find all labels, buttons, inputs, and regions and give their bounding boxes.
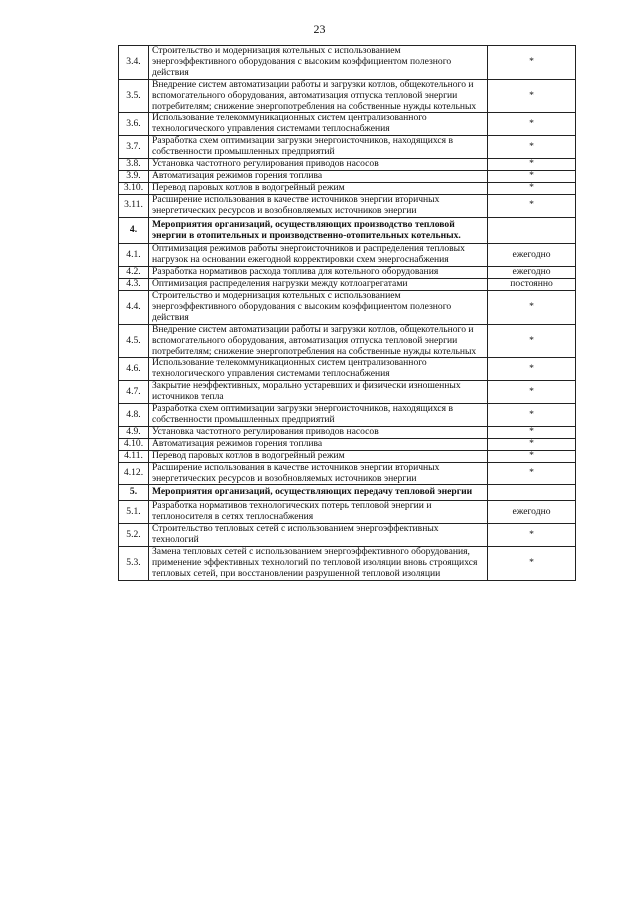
row-note: постоянно <box>488 279 576 291</box>
section-row <box>119 485 576 501</box>
row-note: * <box>488 194 576 217</box>
row-number: 4.5. <box>119 324 149 358</box>
table-row <box>119 279 576 291</box>
row-text: Мероприятия организаций, осуществляющих передачу тепловой энергии <box>149 485 488 501</box>
table-row <box>119 267 576 279</box>
row-text: Разработка нормативов расхода топлива для котельного оборудования <box>149 267 488 279</box>
row-note: * <box>488 182 576 194</box>
row-number: 4.9. <box>119 426 149 438</box>
row-text: Разработка схем оптимизации загрузки энергоисточников, находящихся в собственности промышленных предприятий <box>149 404 488 427</box>
row-note: * <box>488 291 576 325</box>
table-row <box>119 291 576 325</box>
row-number: 3.11. <box>119 194 149 217</box>
row-note: ежегодно <box>488 244 576 267</box>
row-number: 4.11. <box>119 450 149 462</box>
table-row <box>119 79 576 113</box>
row-note: * <box>488 46 576 80</box>
row-note: * <box>488 381 576 404</box>
table-row <box>119 426 576 438</box>
row-text: Оптимизация режимов работы энергоисточников и распределения тепловых нагрузок на основании ежегодной корректировки схем энергоснабжения <box>149 244 488 267</box>
row-number: 5. <box>119 485 149 501</box>
row-note: * <box>488 170 576 182</box>
row-note <box>488 485 576 501</box>
section-row <box>119 217 576 244</box>
row-note: * <box>488 462 576 485</box>
row-note: ежегодно <box>488 501 576 524</box>
table-row <box>119 524 576 547</box>
row-text: Установка частотного регулирования приводов насосов <box>149 426 488 438</box>
table-row <box>119 438 576 450</box>
table-row <box>119 244 576 267</box>
table-row <box>119 404 576 427</box>
table-row <box>119 462 576 485</box>
row-text: Мероприятия организаций, осуществляющих производство тепловой энергии в отопительных и производственно-отопительных котельных. <box>149 217 488 244</box>
row-text: Использование телекоммуникационных систем централизованного технологического управления системами теплоснабжения <box>149 358 488 381</box>
row-text: Автоматизация режимов горения топлива <box>149 438 488 450</box>
row-text: Строительство тепловых сетей с использованием энергоэффективных технологий <box>149 524 488 547</box>
row-number: 3.4. <box>119 46 149 80</box>
row-text: Перевод паровых котлов в водогрейный режим <box>149 182 488 194</box>
row-text: Использование телекоммуникационных систем централизованного технологического управления системами теплоснабжения <box>149 113 488 136</box>
table-row <box>119 182 576 194</box>
row-number: 4.8. <box>119 404 149 427</box>
row-text: Разработка нормативов технологических потерь тепловой энергии и теплоносителя в сетях теплоснабжения <box>149 501 488 524</box>
row-text: Автоматизация режимов горения топлива <box>149 170 488 182</box>
row-number: 3.9. <box>119 170 149 182</box>
row-text: Оптимизация распределения нагрузки между котлоагрегатами <box>149 279 488 291</box>
row-number: 3.5. <box>119 79 149 113</box>
row-text: Внедрение систем автоматизации работы и загрузки котлов, общекотельного и вспомогательного оборудования, автоматизация отпуска тепловой энергии потребителям; снижение энергопотребления на собственные нужды котельных <box>149 79 488 113</box>
table-row <box>119 501 576 524</box>
measures-table-body <box>119 46 576 581</box>
row-text: Расширение использования в качестве источников энергии вторичных энергетических ресурсов и возобновляемых источников энергии <box>149 194 488 217</box>
table-row <box>119 194 576 217</box>
row-number: 5.3. <box>119 546 149 580</box>
row-note: * <box>488 358 576 381</box>
row-number: 3.6. <box>119 113 149 136</box>
row-note: * <box>488 136 576 159</box>
row-number: 5.1. <box>119 501 149 524</box>
row-number: 3.7. <box>119 136 149 159</box>
table-row <box>119 450 576 462</box>
row-note: * <box>488 450 576 462</box>
row-note: * <box>488 324 576 358</box>
table-row <box>119 358 576 381</box>
row-text: Расширение использования в качестве источников энергии вторичных энергетических ресурсов и возобновляемых источников энергии <box>149 462 488 485</box>
table-row <box>119 136 576 159</box>
row-number: 3.8. <box>119 159 149 171</box>
row-number: 4.6. <box>119 358 149 381</box>
table-row <box>119 159 576 171</box>
row-text: Строительство и модернизация котельных с использованием энергоэффективного оборудования с высоким коэффициентом полезного действия <box>149 291 488 325</box>
row-note: * <box>488 546 576 580</box>
row-note: * <box>488 524 576 547</box>
row-number: 4. <box>119 217 149 244</box>
row-note: * <box>488 426 576 438</box>
row-number: 4.1. <box>119 244 149 267</box>
table-row <box>119 546 576 580</box>
row-text: Замена тепловых сетей с использованием энергоэффективного оборудования, применение эффективных технологий по тепловой изоляции вновь строящихся тепловых сетей, при восстановлении разрушенной тепловой изоляции <box>149 546 488 580</box>
row-note: * <box>488 404 576 427</box>
row-text: Внедрение систем автоматизации работы и загрузки котлов, общекотельного и вспомогательного оборудования, автоматизация отпуска тепловой энергии потребителям; снижение энергопотребления на собственные нужды котельных <box>149 324 488 358</box>
row-number: 4.2. <box>119 267 149 279</box>
row-text: Перевод паровых котлов в водогрейный режим <box>149 450 488 462</box>
measures-table <box>118 45 576 581</box>
table-row <box>119 324 576 358</box>
row-text: Строительство и модернизация котельных с использованием энергоэффективного оборудования с высоким коэффициентом полезного действия <box>149 46 488 80</box>
row-note: ежегодно <box>488 267 576 279</box>
row-note: * <box>488 159 576 171</box>
table-row <box>119 170 576 182</box>
row-note <box>488 217 576 244</box>
row-text: Установка частотного регулирования приводов насосов <box>149 159 488 171</box>
row-number: 3.10. <box>119 182 149 194</box>
row-note: * <box>488 438 576 450</box>
row-number: 4.4. <box>119 291 149 325</box>
row-number: 4.12. <box>119 462 149 485</box>
row-number: 4.3. <box>119 279 149 291</box>
row-note: * <box>488 113 576 136</box>
row-number: 4.7. <box>119 381 149 404</box>
row-text: Разработка схем оптимизации загрузки энергоисточников, находящихся в собственности промышленных предприятий <box>149 136 488 159</box>
table-row <box>119 113 576 136</box>
table-row <box>119 381 576 404</box>
page-number: 23 <box>313 22 326 36</box>
row-text: Закрытие неэффективных, морально устаревших и физически изношенных источников тепла <box>149 381 488 404</box>
table-row <box>119 46 576 80</box>
row-number: 4.10. <box>119 438 149 450</box>
row-note: * <box>488 79 576 113</box>
row-number: 5.2. <box>119 524 149 547</box>
